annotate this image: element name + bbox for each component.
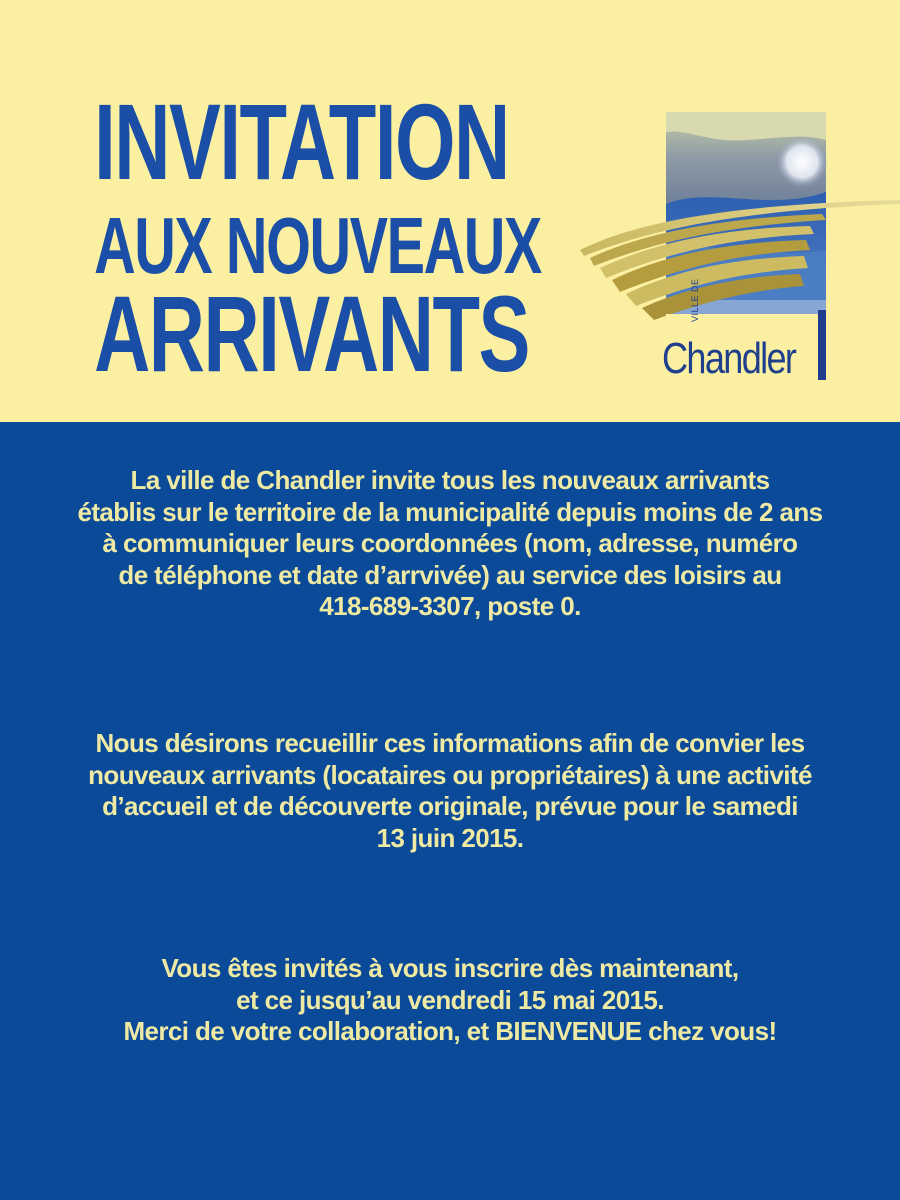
text-line: d’accueil et de découverte originale, prévue pour le samedi (102, 791, 798, 821)
title-line-1: INVITATION (94, 81, 509, 202)
text-line: Vous êtes invités à vous inscrire dès maintenant, (161, 953, 739, 983)
title-line-2: AUX NOUVEAUX (94, 201, 541, 290)
header-banner (0, 0, 900, 422)
phone-number-line: 418-689-3307, poste 0. (319, 591, 581, 621)
paragraph-invitation (0, 465, 900, 623)
paragraph-registration (0, 953, 900, 1048)
welcome-line: Merci de votre collaboration, et BIENVENUE chez vous! (123, 1016, 777, 1046)
event-date-line: 13 juin 2015. (376, 822, 524, 853)
logo-chandler-wordmark: Chandler (662, 334, 796, 383)
invitation-title (14, 81, 586, 394)
deadline-line: et ce jusqu’au vendredi 15 mai 2015. (236, 984, 664, 1015)
paragraph-activity (0, 728, 900, 854)
text-line: établis sur le territoire de la municipalité depuis moins de 2 ans (77, 496, 823, 527)
text-line: nouveaux arrivants (locataires ou propriétaires) à une activité (88, 759, 812, 790)
title-line-3: ARRIVANTS (94, 273, 529, 394)
logo-ville-de: VILLE DE (690, 278, 700, 322)
text-line: de téléphone et date d’arrvivée) au service des loisirs au (118, 559, 782, 590)
text-line: Nous désirons recueillir ces informations afin de convier les (95, 728, 805, 758)
text-line: à communiquer leurs coordonnées (nom, adresse, numéro (102, 528, 798, 558)
text-line: La ville de Chandler invite tous les nouveaux arrivants (130, 465, 770, 495)
